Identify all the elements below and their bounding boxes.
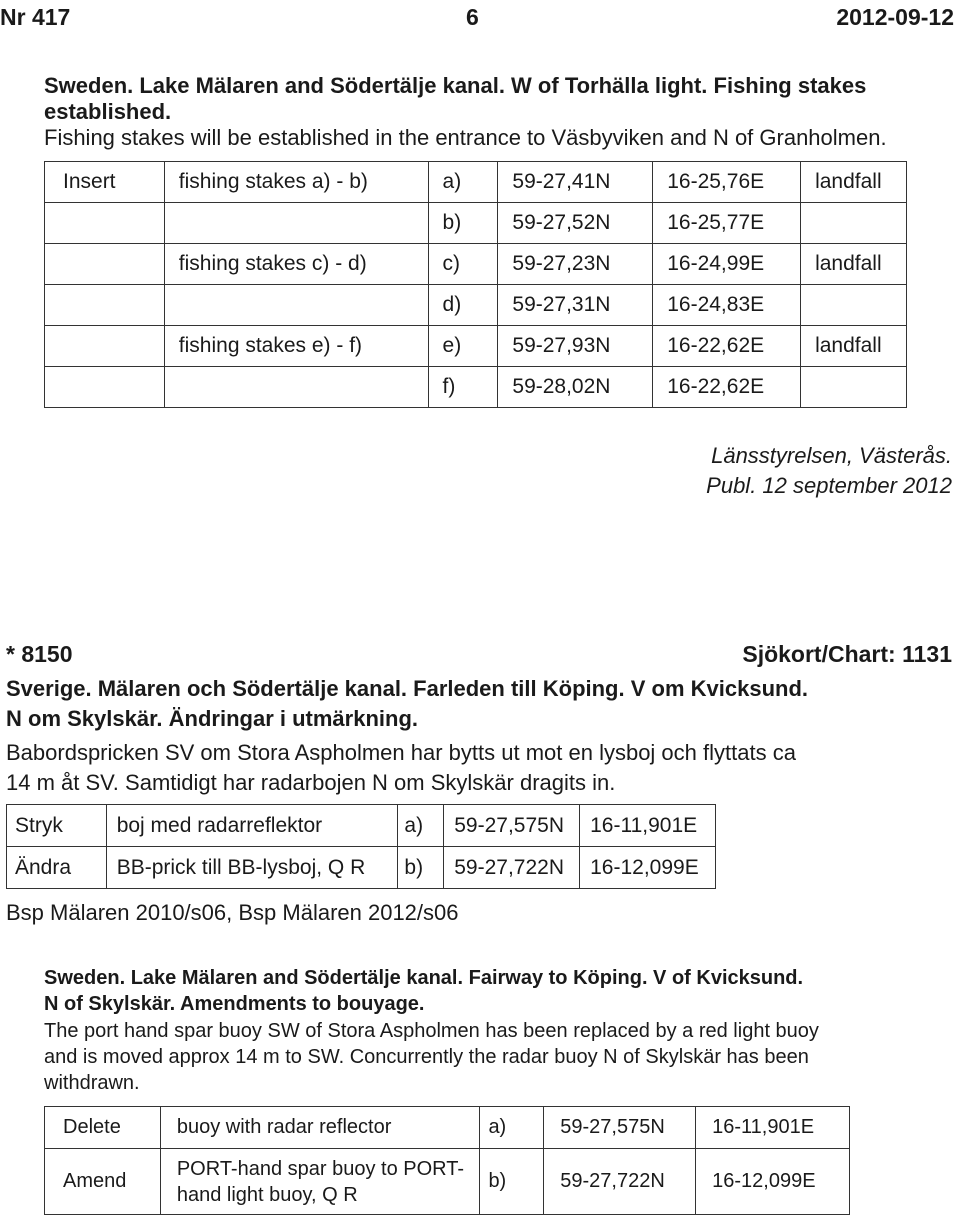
table-cell xyxy=(428,285,498,326)
table-cell xyxy=(653,326,801,367)
table-row xyxy=(45,203,907,244)
table-cell xyxy=(428,162,498,203)
table-row xyxy=(45,326,907,367)
cell-text: 16-12,099E xyxy=(712,1170,816,1192)
table-cell xyxy=(498,244,653,285)
notice1-title-line1: Sweden. Lake Mälaren and Södertälje kanal. W of Torhälla light. Fishing stakes xyxy=(44,73,867,98)
table-cell xyxy=(801,367,907,408)
cell-text: Ändra xyxy=(15,855,72,879)
cell-text: Stryk xyxy=(15,813,63,837)
cell-text: 16-25,76E xyxy=(667,170,765,193)
cell-text: 16-22,62E xyxy=(667,334,765,357)
table-row xyxy=(45,1149,850,1215)
cell-text: c) xyxy=(442,252,461,275)
table-cell xyxy=(498,285,653,326)
cell-text: 59-27,575N xyxy=(560,1116,665,1138)
table-cell xyxy=(801,285,907,326)
notice2-en-body-line3: withdrawn. xyxy=(44,1072,140,1094)
table-cell xyxy=(801,162,907,203)
table-cell xyxy=(45,244,165,285)
notice2-en-body-line1: The port hand spar buoy SW of Stora Aspholmen has been replaced by a red light buoy xyxy=(44,1020,819,1042)
cell-text: 16-24,83E xyxy=(667,293,765,316)
table-cell xyxy=(498,326,653,367)
notice2-en-title-line2: N of Skylskär. Amendments to bouyage. xyxy=(44,993,425,1015)
table-cell xyxy=(45,367,165,408)
table-cell xyxy=(498,203,653,244)
table-cell xyxy=(653,203,801,244)
cell-text: 16-24,99E xyxy=(667,252,765,275)
cell-text: a) xyxy=(442,170,462,193)
table-row xyxy=(45,162,907,203)
table-cell xyxy=(164,162,428,203)
notice2-sv-body-line2: 14 m åt SV. Samtidigt har radarbojen N om Skylskär dragits in. xyxy=(6,770,616,795)
table-cell xyxy=(653,162,801,203)
notice1-title-line2: established. xyxy=(44,99,172,124)
table-cell xyxy=(544,1107,696,1149)
cell-text: boj med radarreflektor xyxy=(116,813,323,837)
table-cell xyxy=(160,1107,480,1149)
cell-text: 59-27,31N xyxy=(512,293,611,316)
table-cell xyxy=(428,367,498,408)
table-row xyxy=(45,244,907,285)
table-cell xyxy=(164,326,428,367)
table-cell xyxy=(398,847,444,889)
cell-text: landfall xyxy=(815,334,882,357)
table-cell xyxy=(696,1107,850,1149)
table-cell xyxy=(428,244,498,285)
page-number: 6 xyxy=(466,4,479,30)
table-cell xyxy=(580,847,716,889)
notice1-table xyxy=(44,161,907,408)
table-cell xyxy=(444,805,580,847)
notice2-chart: Sjökort/Chart: 1131 xyxy=(742,641,952,667)
cell-text: 59-27,52N xyxy=(512,211,611,234)
table-cell xyxy=(444,847,580,889)
cell-text: buoy with radar reflector xyxy=(176,1116,392,1138)
cell-text: 16-22,62E xyxy=(667,375,765,398)
cell-text: b) xyxy=(442,211,462,234)
cell-text: b) xyxy=(404,855,424,879)
table-cell xyxy=(7,847,107,889)
cell-text: f) xyxy=(442,375,456,398)
cell-text: 59-27,23N xyxy=(512,252,611,275)
table-cell xyxy=(164,285,428,326)
table-cell xyxy=(45,203,165,244)
cell-text: Delete xyxy=(63,1116,121,1138)
notice2-en-title-line1: Sweden. Lake Mälaren and Södertälje kanal. Fairway to Köping. V of Kvicksund. xyxy=(44,967,804,989)
cell-text: e) xyxy=(442,334,462,357)
table-cell xyxy=(398,805,444,847)
table-cell xyxy=(164,244,428,285)
issue-date: 2012-09-12 xyxy=(836,4,954,30)
table-cell xyxy=(160,1149,480,1215)
table-cell xyxy=(653,285,801,326)
cell-text: 16-25,77E xyxy=(667,211,765,234)
notice-number: Nr 417 xyxy=(0,4,71,30)
notice2-sv-body-line1: Babordspricken SV om Stora Aspholmen har bytts ut mot en lysboj och flyttats ca xyxy=(6,740,796,765)
cell-text: 59-28,02N xyxy=(512,375,611,398)
table-cell xyxy=(653,367,801,408)
notice2-id: * 8150 xyxy=(6,641,73,667)
table-cell xyxy=(428,326,498,367)
table-cell xyxy=(164,367,428,408)
notice2-en-body-line2: and is moved approx 14 m to SW. Concurrently the radar buoy N of Skylskär has been xyxy=(44,1046,809,1068)
table-cell xyxy=(544,1149,696,1215)
notice1-authority: Länsstyrelsen, Västerås. xyxy=(711,443,952,468)
table-row xyxy=(7,847,716,889)
table-cell xyxy=(428,203,498,244)
cell-text: Amend xyxy=(63,1170,127,1192)
cell-text: landfall xyxy=(815,170,882,193)
cell-text: fishing stakes a) - b) xyxy=(178,170,368,193)
cell-text: Insert xyxy=(63,170,116,193)
cell-text: a) xyxy=(404,813,424,837)
cell-text: landfall xyxy=(815,252,882,275)
table-cell xyxy=(45,326,165,367)
notice2-en-table xyxy=(44,1106,850,1215)
cell-text: 59-27,722N xyxy=(560,1170,665,1192)
cell-text: 16-12,099E xyxy=(590,855,699,879)
cell-text: 59-27,722N xyxy=(454,855,564,879)
table-cell xyxy=(480,1149,544,1215)
table-cell xyxy=(580,805,716,847)
table-cell xyxy=(106,805,398,847)
cell-text: b) xyxy=(488,1170,507,1192)
table-row xyxy=(45,1107,850,1149)
table-cell xyxy=(106,847,398,889)
cell-text: PORT-hand spar buoy to PORT-hand light buoy, Q R xyxy=(176,1157,465,1206)
table-cell xyxy=(801,326,907,367)
cell-text: BB-prick till BB-lysboj, Q R xyxy=(116,855,366,879)
notice2-sv-title-line2: N om Skylskär. Ändringar i utmärkning. xyxy=(6,706,418,731)
cell-text: 59-27,93N xyxy=(512,334,611,357)
table-cell xyxy=(498,367,653,408)
cell-text: fishing stakes c) - d) xyxy=(178,252,367,275)
table-cell xyxy=(7,805,107,847)
notice1-published: Publ. 12 september 2012 xyxy=(706,473,952,498)
table-cell xyxy=(45,162,165,203)
table-cell xyxy=(480,1107,544,1149)
table-row xyxy=(7,805,716,847)
notice2-sv-table xyxy=(6,804,716,889)
cell-text: 16-11,901E xyxy=(712,1116,815,1138)
cell-text: a) xyxy=(488,1116,507,1138)
table-cell xyxy=(45,285,165,326)
table-cell xyxy=(696,1149,850,1215)
table-cell xyxy=(45,1107,161,1149)
cell-text: 59-27,575N xyxy=(454,813,564,837)
cell-text: fishing stakes e) - f) xyxy=(178,334,363,357)
table-cell xyxy=(801,203,907,244)
table-cell xyxy=(801,244,907,285)
notice2-sv-title-line1: Sverige. Mälaren och Södertälje kanal. Farleden till Köping. V om Kvicksund. xyxy=(6,676,808,701)
cell-text: d) xyxy=(442,293,462,316)
cell-text: 59-27,41N xyxy=(512,170,611,193)
table-row xyxy=(45,367,907,408)
notice2-sv-refs: Bsp Mälaren 2010/s06, Bsp Mälaren 2012/s06 xyxy=(6,900,459,925)
notice1-body: Fishing stakes will be established in the entrance to Väsbyviken and N of Granholmen. xyxy=(44,125,887,150)
table-cell xyxy=(164,203,428,244)
table-cell xyxy=(653,244,801,285)
table-row xyxy=(45,285,907,326)
table-cell xyxy=(45,1149,161,1215)
cell-text: 16-11,901E xyxy=(590,813,698,837)
table-cell xyxy=(498,162,653,203)
